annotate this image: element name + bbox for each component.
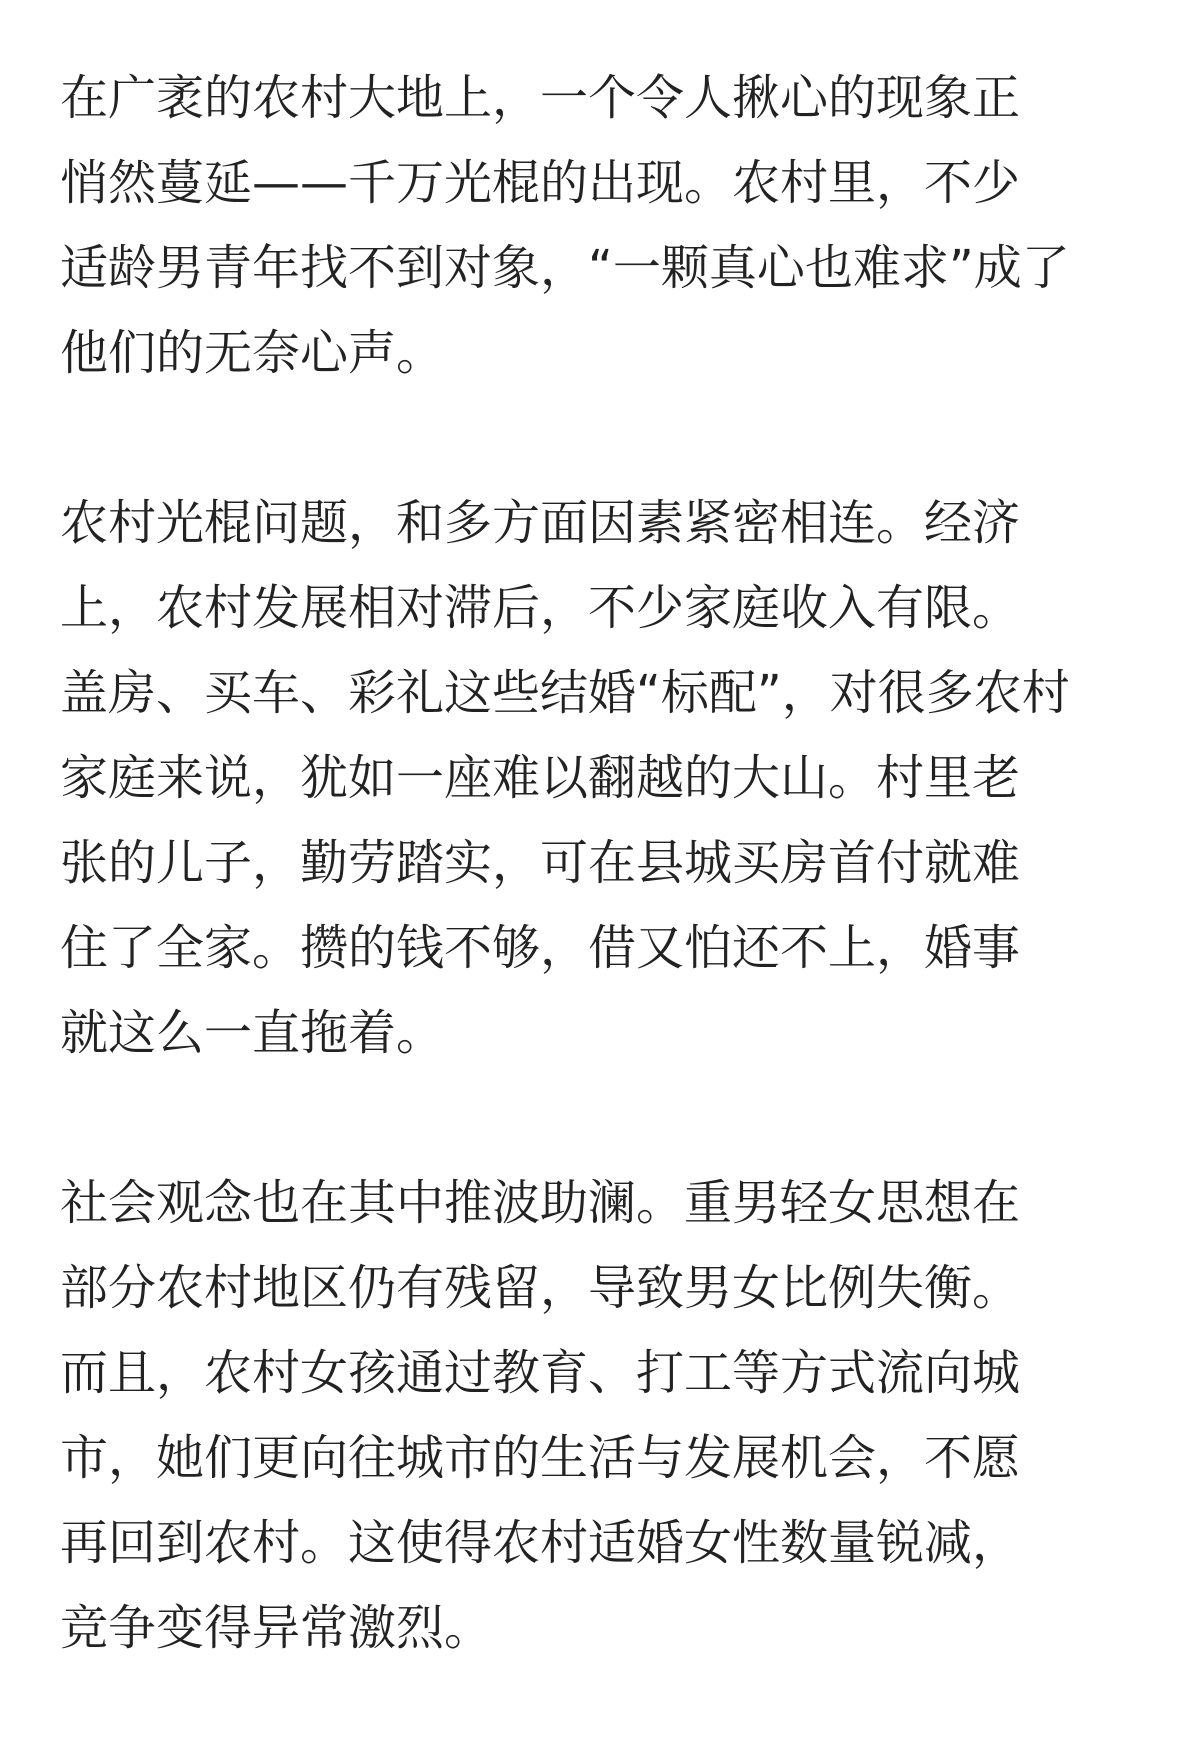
text-line: 悄然蔓延——千万光棍的出现。农村里，不少	[60, 155, 1021, 211]
paragraph-3	[60, 1161, 1150, 1671]
text-line: 上，农村发展相对滞后，不少家庭收入有限。	[60, 580, 1021, 636]
paragraph-1	[60, 56, 1150, 396]
text-line: 竞争变得异常激烈。	[60, 1600, 493, 1656]
text-line: 家庭来说，犹如一座难以翻越的大山。村里老	[60, 750, 1021, 806]
text-line: 而且，农村女孩通过教育、打工等方式流向城	[60, 1345, 1021, 1401]
text-line: 农村光棍问题，和多方面因素紧密相连。经济	[60, 495, 1021, 551]
text-line: 张的儿子，勤劳踏实，可在县城买房首付就难	[60, 835, 1021, 891]
text-line: 他们的无奈心声。	[60, 325, 445, 381]
text-line: 就这么一直拖着。	[60, 1005, 445, 1061]
text-line: 市，她们更向往城市的生活与发展机会，不愿	[60, 1430, 1021, 1486]
text-line: 盖房、买车、彩礼这些结婚“标配”，对很多农村	[60, 665, 1070, 721]
text-line: 住了全家。攒的钱不够，借又怕还不上，婚事	[60, 920, 1021, 976]
text-line: 在广袤的农村大地上，一个令人揪心的现象正	[60, 70, 1021, 126]
text-line: 适龄男青年找不到对象，“一颗真心也难求”成了	[60, 240, 1070, 296]
article-body	[60, 56, 1150, 1756]
paragraph-2	[60, 481, 1150, 1076]
text-line: 社会观念也在其中推波助澜。重男轻女思想在	[60, 1175, 1021, 1231]
text-line: 再回到农村。这使得农村适婚女性数量锐减，	[60, 1515, 1021, 1571]
text-line: 部分农村地区仍有残留，导致男女比例失衡。	[60, 1260, 1021, 1316]
